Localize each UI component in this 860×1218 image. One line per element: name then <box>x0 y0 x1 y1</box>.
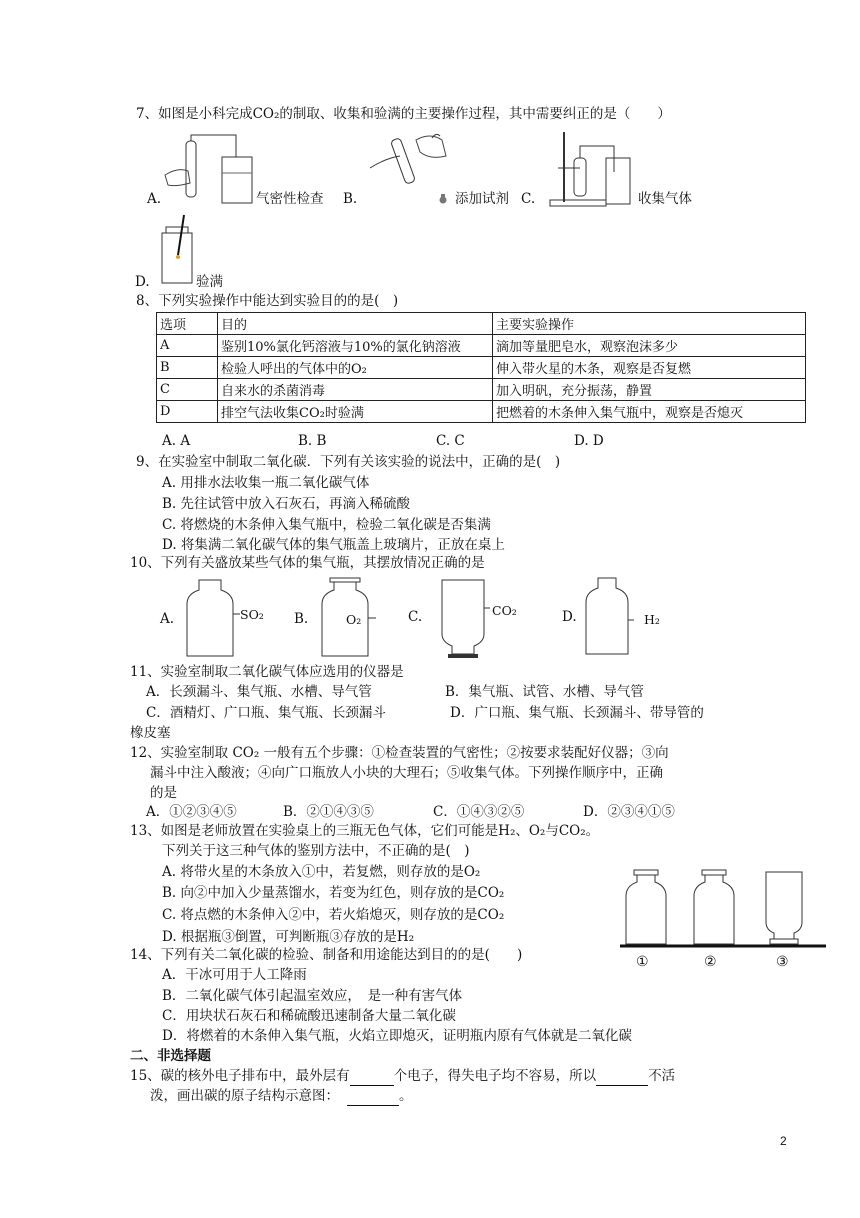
q7-option-c-letter: C. <box>521 191 536 207</box>
q8-answer-b: B. B <box>298 433 327 449</box>
table-header-cell: 主要实验操作 <box>493 313 806 335</box>
q11-option-d-continued: 橡皮塞 <box>130 725 171 741</box>
q10-option-d-letter: D. <box>562 609 577 625</box>
q10-gas-label-b: O₂ <box>346 612 362 627</box>
q10-gas-label-d: H₂ <box>644 612 660 627</box>
q13-stem-line2: 下列关于这三种气体的鉴别方法中，不正确的是( ) <box>162 843 470 859</box>
bottle-1 <box>626 870 666 944</box>
q10-option-c-letter: C. <box>408 609 423 625</box>
q9-stem: 9、在实验室中制取二氧化碳．下列有关该实验的说法中，正确的是( ) <box>136 454 561 470</box>
bottle-3 <box>766 872 802 944</box>
bottle-2 <box>694 870 734 944</box>
q7-option-a-label: 气密性检查 <box>256 191 324 207</box>
q11-option-b: B．集气瓶、试管、水槽、导气管 <box>445 684 644 700</box>
table-row <box>157 401 806 423</box>
q9-option-c: C. 将燃烧的木条伸入集气瓶中，检验二氧化碳是否集满 <box>162 517 491 533</box>
q10-bottle-a <box>185 578 235 658</box>
q15-text-1: 15、碳的核外电子排布中，最外层有 <box>130 1068 350 1084</box>
q15-text-2: 个电子，得失电子均不容易，所以 <box>393 1068 597 1084</box>
q15-text-3: 不活 <box>648 1068 676 1084</box>
q12-option-d: D．②③④①⑤ <box>583 804 675 820</box>
q15-text-4: 泼，画出碳的原子结构示意图： <box>150 1088 339 1104</box>
table-cell: D <box>157 401 218 423</box>
table-header-row <box>157 313 806 335</box>
q15-line2 <box>150 1087 413 1106</box>
q7-stem: 7、如图是小科完成CO₂的制取、收集和验满的主要操作过程，其中需要纠正的是（ ） <box>136 106 671 122</box>
q10-option-a-letter: A. <box>160 611 175 627</box>
q11-stem: 11、实验室制取二氧化碳气体应选用的仪器是 <box>130 664 404 680</box>
bottle-label-1: ① <box>636 954 649 970</box>
q8-stem: 8、下列实验操作中能达到实验目的的是( ) <box>136 293 399 309</box>
q13-option-b: B. 向②中加入少量蒸馏水，若变为红色，则存放的是CO₂ <box>162 885 505 901</box>
table-row <box>157 357 806 379</box>
q7-option-d-letter: D. <box>135 274 150 290</box>
table-row <box>157 335 806 357</box>
q14-option-b: B．二氧化碳气体引起温室效应， 是一种有害气体 <box>162 988 463 1004</box>
q13-three-bottles-figure <box>620 866 828 970</box>
q13-option-d: D. 根据瓶③倒置，可判断瓶③存放的是H₂ <box>162 929 415 945</box>
q12-stem-line2: 漏斗中注入酸液；④向广口瓶放人小块的大理石；⑤收集气体。下列操作顺序中，正确 <box>150 765 663 781</box>
section-heading: 二、非选择题 <box>130 1048 211 1064</box>
q13-option-c: C. 将点燃的木条伸入②中，若火焰熄灭，则存放的是CO₂ <box>162 907 505 923</box>
q7-option-b-label: 添加试剂 <box>455 191 509 207</box>
table-cell: 滴加等量肥皂水，观察泡沫多少 <box>493 335 806 357</box>
q8-table <box>156 312 806 423</box>
q11-option-a: A．长颈漏斗、集气瓶、水槽、导气管 <box>146 684 372 700</box>
table-header-cell: 目的 <box>218 313 493 335</box>
table-row <box>157 379 806 401</box>
q7-figure-d <box>158 215 198 285</box>
q15-blank-3[interactable] <box>347 1087 399 1106</box>
q10-bottle-b <box>320 578 370 658</box>
q13-stem-line1: 13、如图是老师放置在实验桌上的三瓶无色气体，它们可能是H₂、O₂与CO₂。 <box>130 823 600 839</box>
q10-gas-label-c: CO₂ <box>492 603 517 618</box>
q15-blank-2[interactable] <box>596 1067 648 1086</box>
q12-option-c: C．①④③②⑤ <box>433 804 525 820</box>
q7-option-a-letter: A. <box>147 191 162 207</box>
table-cell: 把燃着的木条伸入集气瓶中，观察是否熄灭 <box>493 401 806 423</box>
q10-option-b-letter: B. <box>294 611 309 627</box>
q7-figure-c <box>544 128 634 208</box>
bottle-label-2: ② <box>704 954 717 970</box>
q8-answer-a: A. A <box>162 433 191 449</box>
table-cell: C <box>157 379 218 401</box>
table-cell: 检验人呼出的气体中的O₂ <box>218 357 493 379</box>
q9-option-b: B. 先往试管中放入石灰石，再滴入稀硫酸 <box>162 496 411 512</box>
q10-bottle-d <box>584 576 630 656</box>
q8-answer-d: D. D <box>574 433 604 449</box>
table-cell: 鉴别10%氯化钙溶液与10%的氯化钠溶液 <box>218 335 493 357</box>
q13-option-a: A. 将带火星的木条放入①中，若复燃，则存放的是O₂ <box>162 864 481 880</box>
table-cell: 自来水的杀菌消毒 <box>218 379 493 401</box>
q11-option-c: C．酒精灯、广口瓶、集气瓶、长颈漏斗 <box>146 705 386 721</box>
table-cell: 伸入带火星的木条，观察是否复燃 <box>493 357 806 379</box>
page-number: 2 <box>780 1134 787 1148</box>
q9-option-a: A. 用排水法收集一瓶二氧化碳气体 <box>162 475 370 491</box>
q15-line1 <box>130 1067 675 1086</box>
q12-stem-line3: 的是 <box>150 785 177 801</box>
q14-option-c: C．用块状石灰石和稀硫酸迅速制备大量二氧化碳 <box>162 1008 456 1024</box>
q15-blank-1[interactable] <box>350 1067 394 1086</box>
q12-option-a: A．①②③④⑤ <box>146 804 237 820</box>
q7-figure-a <box>160 135 256 207</box>
q7-option-b-letter: B. <box>343 191 358 207</box>
table-cell: 排空气法收集CO₂时验满 <box>218 401 493 423</box>
table-cell: 加入明矾，充分振荡，静置 <box>493 379 806 401</box>
bottle-label-3: ③ <box>776 954 789 970</box>
q11-option-d: D．广口瓶、集气瓶、长颈漏斗、带导管的 <box>450 705 704 721</box>
q7-option-c-label: 收集气体 <box>638 191 692 207</box>
q14-option-a: A．干冰可用于人工降雨 <box>162 967 307 983</box>
q12-option-b: B．②①④③⑤ <box>283 804 374 820</box>
q14-option-d: D．将燃着的木条伸入集气瓶，火焰立即熄灭，证明瓶内原有气体就是二氧化碳 <box>162 1028 632 1044</box>
table-header-cell: 选项 <box>157 313 218 335</box>
q7-option-d-label: 验满 <box>196 274 223 290</box>
q14-stem: 14、下列有关二氧化碳的检验、制备和用途能达到目的的是( ) <box>130 947 523 963</box>
q15-text-5: 。 <box>399 1088 413 1104</box>
table-cell: A <box>157 335 218 357</box>
q8-answer-c: C. C <box>436 433 465 449</box>
q10-gas-label-a: SO₂ <box>240 607 264 622</box>
q7-figure-b <box>360 130 460 190</box>
q10-bottle-c <box>440 578 486 660</box>
q12-stem-line1: 12、实验室制取 CO₂ 一般有五个步骤：①检查装置的气密性；②按要求装配好仪器；③向 <box>130 745 669 761</box>
q9-option-d: D. 将集满二氧化碳气体的集气瓶盖上玻璃片，正放在桌上 <box>162 537 505 553</box>
table-cell: B <box>157 357 218 379</box>
q7-dropper-icon <box>438 194 448 204</box>
q10-stem: 10、下列有关盛放某些气体的集气瓶，其摆放情况正确的是 <box>130 555 485 571</box>
